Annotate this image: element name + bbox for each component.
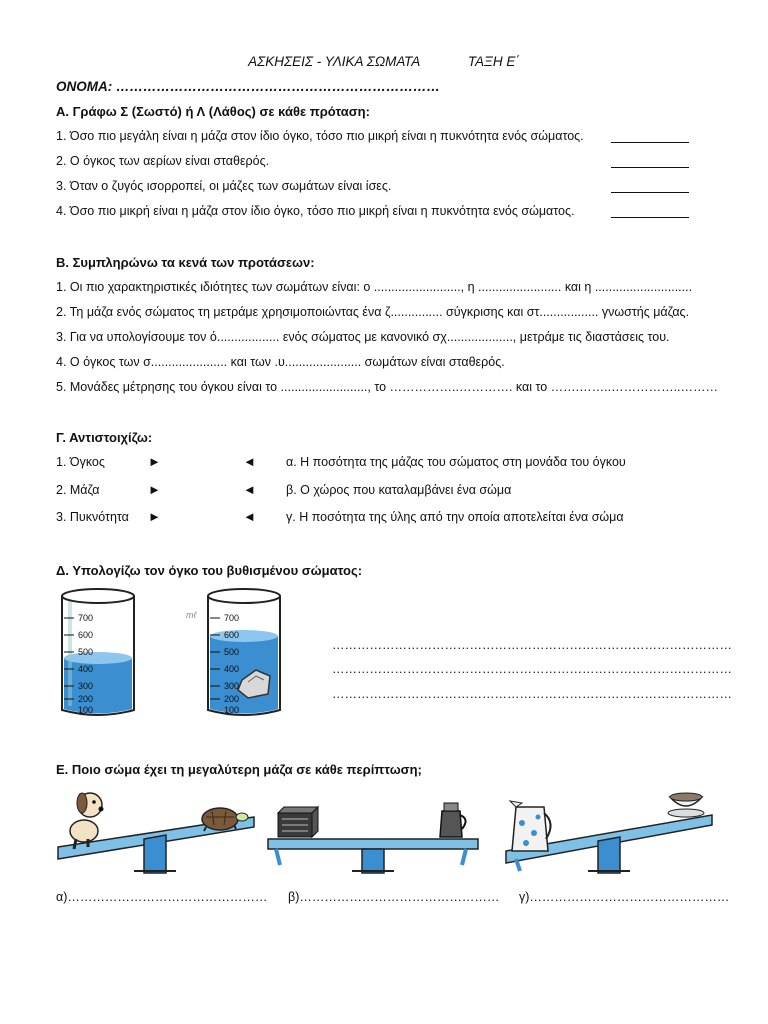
scale-label: 100 xyxy=(224,705,240,715)
scale-label: 400 xyxy=(224,664,240,674)
arrow-left-icon[interactable]: ◄ xyxy=(243,509,256,524)
scale-label: 500 xyxy=(78,647,94,657)
section-b-item-4: 4. Ο όγκος των σ...................... και των .υ...................... σωμάτων είναι σταθερός. xyxy=(56,355,505,369)
section-b-item-5: 5. Μονάδες μέτρησης του όγκου είναι το ........................., το ……………..…………. και το …….……..……………..……… xyxy=(56,380,719,394)
beaker-stone-illustration xyxy=(184,582,296,722)
answer-line-e-a[interactable]: α)………………………………………… xyxy=(56,890,268,904)
arrow-right-icon[interactable]: ► xyxy=(148,509,161,524)
arrow-left-icon[interactable]: ◄ xyxy=(243,482,256,497)
scale-label: 400 xyxy=(78,664,94,674)
section-a-item-1: 1. Όσο πιο μεγάλη είναι η μάζα στον ίδιο όγκο, τόσο πιο μικρή είναι η πυκνότητα ενός σώματος. xyxy=(56,129,584,143)
answer-line-e-c[interactable]: γ)………………………………………… xyxy=(519,890,730,904)
section-b-item-2: 2. Τη μάζα ενός σώματος τη μετράμε χρησιμοποιώντας ένα ζ............... σύγκρισης και στ................. γνωστής μάζας. xyxy=(56,305,690,319)
title-text: ΑΣΚΗΣΕΙΣ - ΥΛΙΚΑ ΣΩΜΑΤΑ xyxy=(248,54,421,69)
scale-label: 600 xyxy=(78,630,94,640)
seesaw-dog-turtle-illustration xyxy=(54,783,258,879)
answer-blank-a2[interactable] xyxy=(611,167,689,168)
match-definition-c: γ. Η ποσότητα της ύλης από την οποία αποτελείται ένα σώμα xyxy=(286,510,624,524)
section-b-heading: Β. Συμπληρώνω τα κενά των προτάσεων: xyxy=(56,255,315,270)
answer-blank-a3[interactable] xyxy=(611,192,689,193)
answer-line-d1[interactable]: …………………………………………………………………………………… xyxy=(332,638,732,652)
section-b-item-1: 1. Οι πιο χαρακτηριστικές ιδιότητες των σωμάτων είναι: ο ........................., η ........................ και η ............................ xyxy=(56,280,693,294)
scale-label: 100 xyxy=(78,705,94,715)
worksheet-title xyxy=(0,54,768,69)
section-a-item-4: 4. Όσο πιο μικρή είναι η μάζα στον ίδιο όγκο, τόσο πιο μικρή είναι η πυκνότητα ενός σώματος. xyxy=(56,204,575,218)
scale-label: 600 xyxy=(224,630,240,640)
match-term-density: 3. Πυκνότητα xyxy=(56,510,129,524)
grade-text: ΤΑΞΗ Ε΄ xyxy=(467,54,520,69)
section-d-heading: Δ. Υπολογίζω τον όγκο του βυθισμένου σώματος: xyxy=(56,563,363,578)
scale-label: 300 xyxy=(78,681,94,691)
arrow-right-icon[interactable]: ► xyxy=(148,454,161,469)
section-a-heading: Α. Γράφω Σ (Σωστό) ή Λ (Λάθος) σε κάθε πρόταση: xyxy=(56,104,370,119)
arrow-left-icon[interactable]: ◄ xyxy=(243,454,256,469)
answer-line-d3[interactable]: …………………………………………………………………………………… xyxy=(332,687,732,701)
scale-label: 700 xyxy=(78,613,94,623)
answer-line-d2[interactable]: …………………………………………………………………………………… xyxy=(332,662,732,676)
match-term-mass: 2. Μάζα xyxy=(56,483,100,497)
seesaw-pitcher-cup-illustration xyxy=(502,783,716,879)
scale-label: 300 xyxy=(224,681,240,691)
section-b-item-3: 3. Για να υπολογίσουμε τον ό.................. ενός σώματος με κανονικό σχ..................., μετράμε τις διαστάσεις του. xyxy=(56,330,670,344)
answer-line-e-b[interactable]: β)………………………………………… xyxy=(288,890,500,904)
match-term-volume: 1. Όγκος xyxy=(56,455,105,469)
scale-label: 500 xyxy=(224,647,240,657)
scale-label: 200 xyxy=(78,694,94,704)
unit-label: mℓ xyxy=(186,610,197,620)
match-definition-a: α. Η ποσότητα της μάζας του σώματος στη μονάδα του όγκου xyxy=(286,455,626,469)
section-e-heading: Ε. Ποιο σώμα έχει τη μεγαλύτερη μάζα σε κάθε περίπτωση; xyxy=(56,762,422,777)
answer-blank-a4[interactable] xyxy=(611,217,689,218)
section-a-item-3: 3. Όταν ο ζυγός ισορροπεί, οι μάζες των σωμάτων είναι ίσες. xyxy=(56,179,392,193)
scale-label: 200 xyxy=(224,694,240,704)
arrow-right-icon[interactable]: ► xyxy=(148,482,161,497)
answer-blank-a1[interactable] xyxy=(611,142,689,143)
seesaw-box-jug-illustration xyxy=(266,783,480,879)
section-c-heading: Γ. Αντιστοιχίζω: xyxy=(56,430,153,445)
name-line: ΟΝΟΜΑ: ……………………………………………………………… xyxy=(56,79,440,94)
scale-label: 700 xyxy=(224,613,240,623)
section-a-item-2: 2. Ο όγκος των αερίων είναι σταθερός. xyxy=(56,154,270,168)
match-definition-b: β. Ο χώρος που καταλαμβάνει ένα σώμα xyxy=(286,483,512,497)
beaker-water-illustration xyxy=(52,582,152,722)
